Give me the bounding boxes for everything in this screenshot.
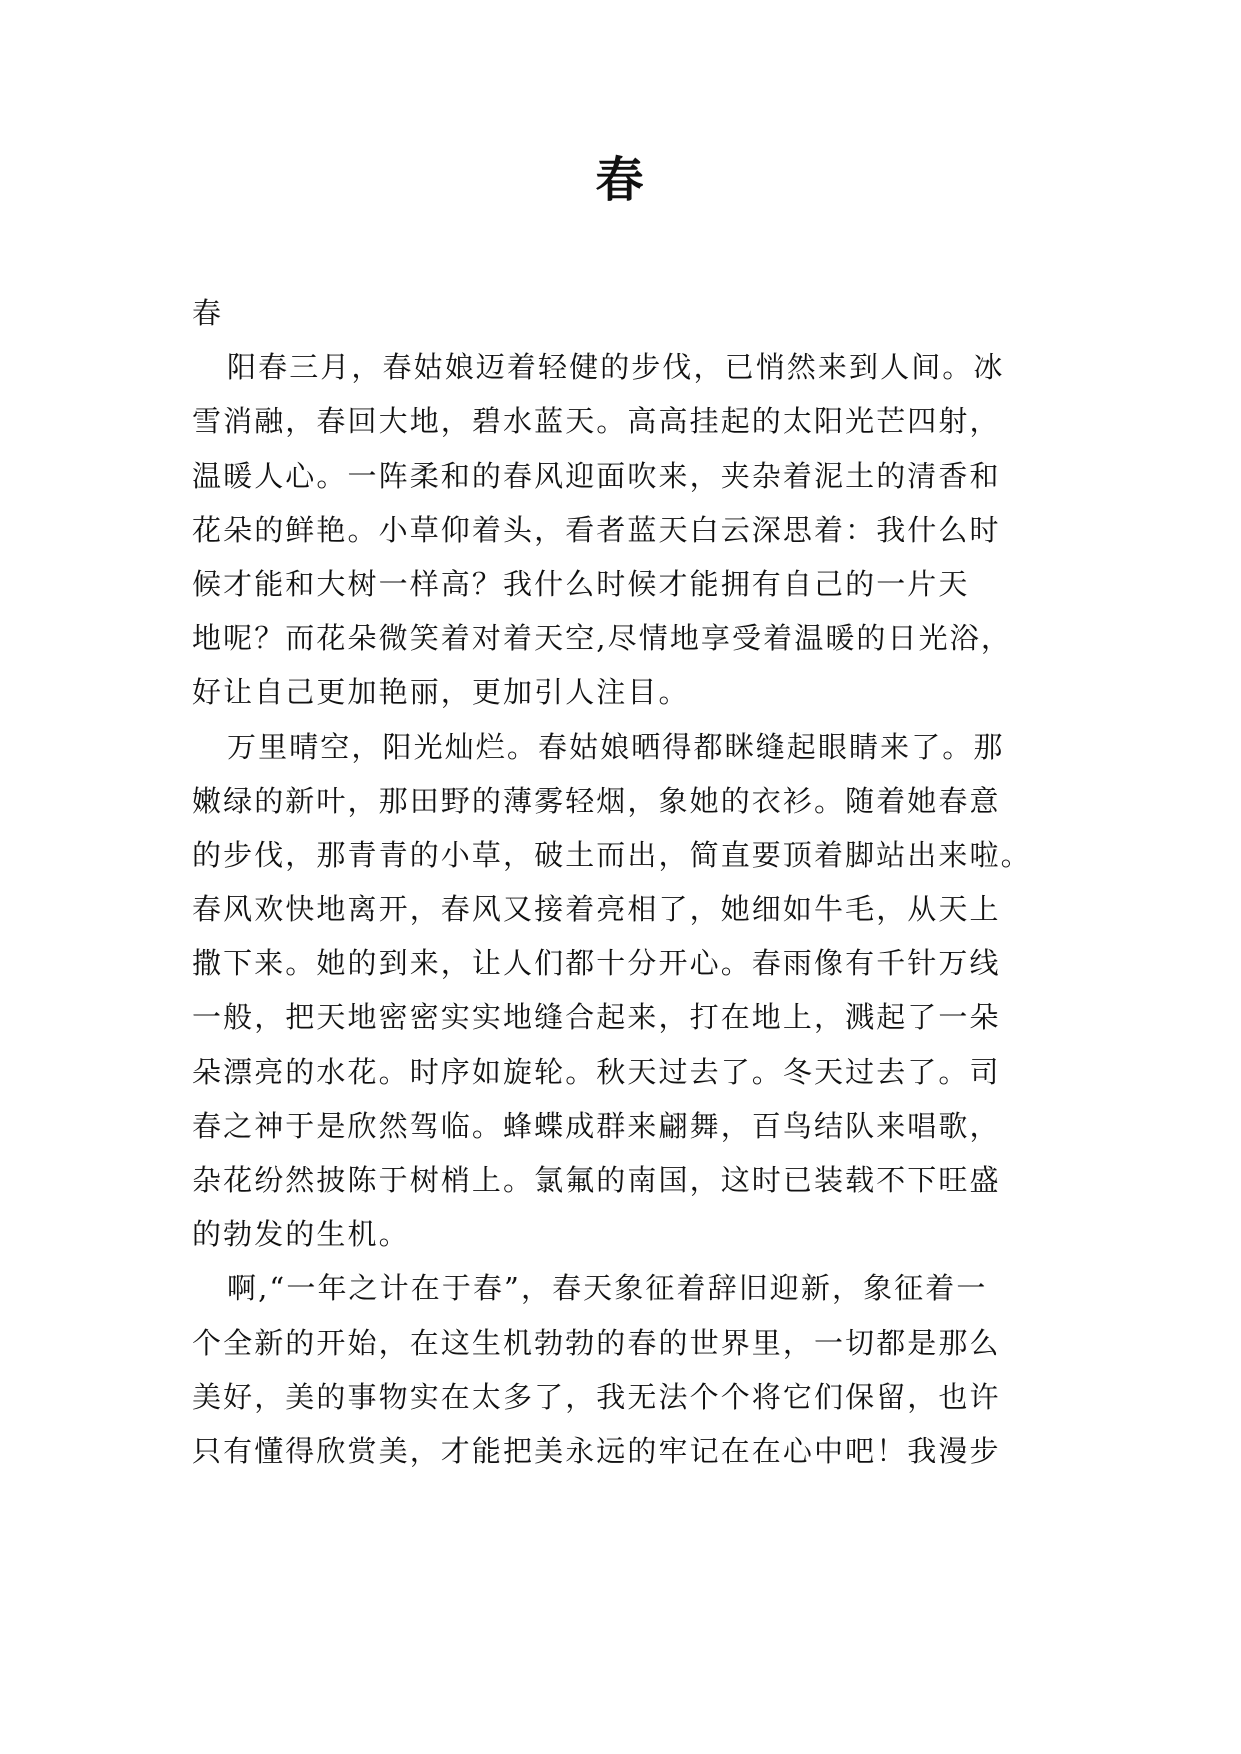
paragraph-line: 地呢？而花朵微笑着对着天空,尽情地享受着温暖的日光浴， xyxy=(192,621,1012,656)
paragraph-line: 温暖人心。一阵柔和的春风迎面吹来，夹杂着泥土的清香和 xyxy=(192,458,1001,493)
document-body xyxy=(192,286,1072,1478)
paragraph-line: 嫩绿的新叶，那田野的薄雾轻烟，象她的衣衫。随着她春意 xyxy=(192,783,1001,818)
paragraph-line: 花朵的鲜艳。小草仰着头，看者蓝天白云深思着：我什么时 xyxy=(192,512,1001,547)
paragraph-line: 雪消融，春回大地，碧水蓝天。高高挂起的太阳光芒四射， xyxy=(192,404,1001,439)
paragraph-line: 春之神于是欣然驾临。蜂蝶成群来翩舞，百鸟结队来唱歌， xyxy=(192,1108,1001,1143)
paragraph-line: 的勃发的生机。 xyxy=(192,1217,410,1252)
paragraph-line: 候才能和大树一样高？我什么时候才能拥有自己的一片天 xyxy=(192,566,970,601)
paragraph-line: 只有懂得欣赏美，才能把美永远的牢记在在心中吧！我漫步 xyxy=(192,1433,1001,1468)
paragraph-1 xyxy=(192,340,1072,719)
section-heading: 春 xyxy=(192,296,224,330)
paragraph-line: 一般，把天地密密实实地缝合起来，打在地上，溅起了一朵 xyxy=(192,1000,1001,1035)
paragraph-line: 朵漂亮的水花。时序如旋轮。秋天过去了。冬天过去了。司 xyxy=(192,1054,1001,1089)
paragraph-3 xyxy=(192,1261,1072,1478)
paragraph-line: 杂花纷然披陈于树梢上。氯氟的南国，这时已装载不下旺盛 xyxy=(192,1163,1001,1197)
paragraph-line: 春风欢快地离开，春风又接着亮相了，她细如牛毛，从天上 xyxy=(192,892,1001,927)
paragraph-line: 万里晴空，阳光灿烂。春姑娘晒得都眯缝起眼睛来了。那 xyxy=(227,729,1005,764)
paragraph-2 xyxy=(192,720,1072,1262)
paragraph-line: 好让自己更加艳丽，更加引人注目。 xyxy=(192,675,690,710)
paragraph-line: 的步伐，那青青的小草，破土而出，简直要顶着脚站出来啦。 xyxy=(192,837,1032,872)
paragraph-line: 个全新的开始，在这生机勃勃的春的世界里，一切都是那么 xyxy=(192,1325,1001,1360)
paragraph-line: 阳春三月，春姑娘迈着轻健的步伐，已悄然来到人间。冰 xyxy=(227,350,1005,385)
paragraph-line: 美好，美的事物实在太多了，我无法个个将它们保留，也许 xyxy=(192,1379,1001,1414)
paragraph-line: 啊,“一年之计在于春”，春天象征着辞旧迎新，象征着一 xyxy=(227,1271,988,1306)
paragraph-line: 撒下来。她的到来，让人们都十分开心。春雨像有千针万线 xyxy=(192,946,1001,981)
document-title: 春 xyxy=(595,152,646,208)
